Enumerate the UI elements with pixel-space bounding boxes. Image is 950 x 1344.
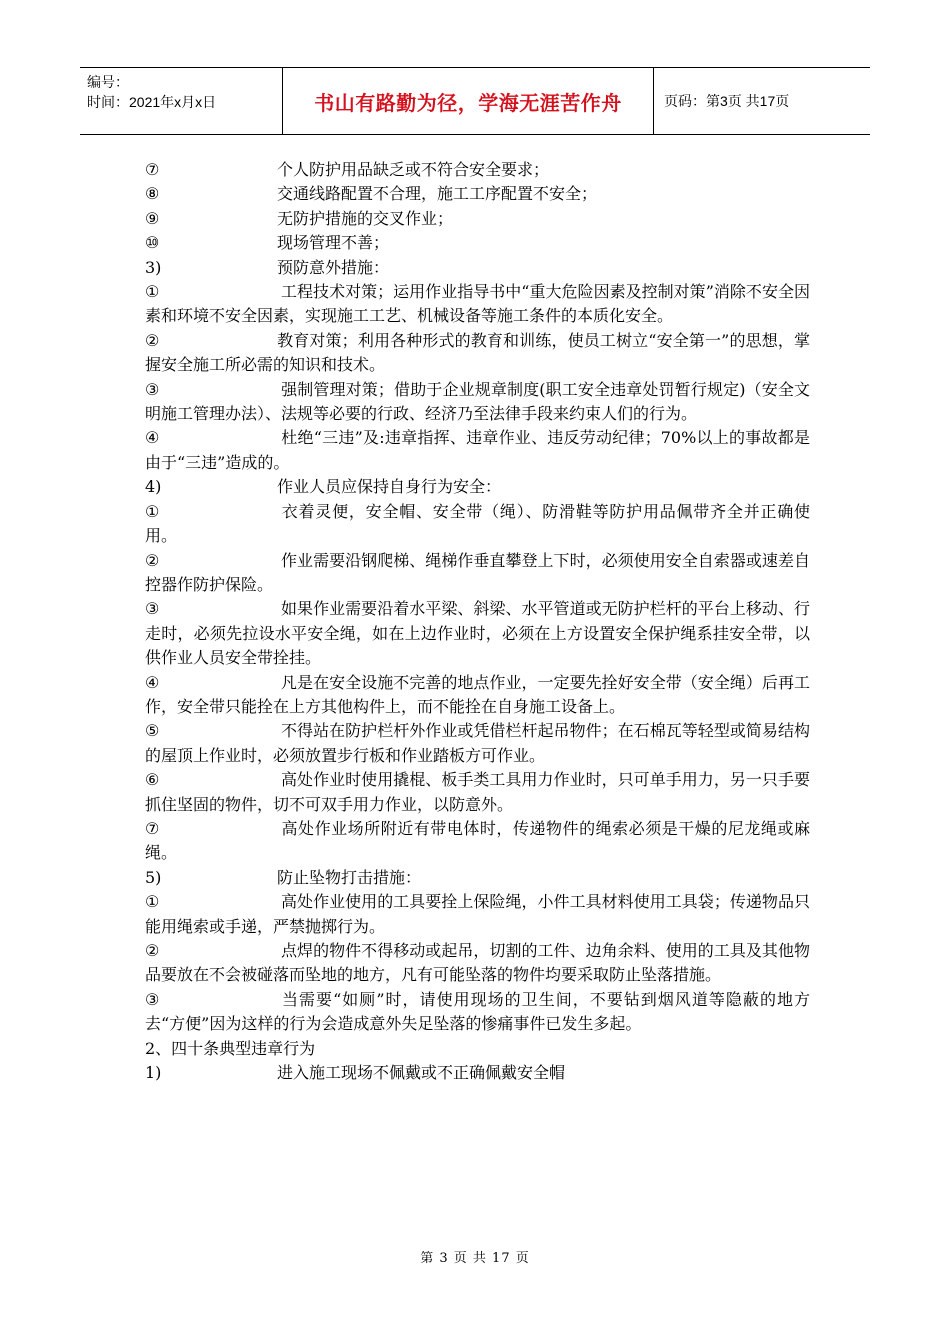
item-marker: ③ bbox=[145, 599, 160, 619]
item-marker: ③ bbox=[145, 379, 160, 399]
item-text: 防止坠物打击措施： bbox=[277, 867, 422, 887]
item-marker: ① bbox=[145, 892, 160, 912]
item-marker: ⑨ bbox=[145, 208, 160, 228]
item-marker: ⑤ bbox=[145, 721, 160, 741]
list-item bbox=[145, 719, 810, 768]
list-item bbox=[145, 158, 810, 182]
section-heading bbox=[145, 866, 810, 890]
item-marker: ① bbox=[145, 501, 160, 521]
document-number-label: 编号： bbox=[87, 74, 129, 90]
list-item bbox=[145, 231, 810, 255]
item-marker: ① bbox=[145, 282, 160, 302]
item-marker: ② bbox=[145, 550, 160, 570]
item-marker: ③ bbox=[145, 989, 160, 1009]
item-marker: ④ bbox=[145, 672, 160, 692]
item-marker: ② bbox=[145, 941, 160, 960]
item-text: 2、四十条典型违章行为 bbox=[145, 1038, 316, 1058]
header-page-info bbox=[654, 68, 870, 134]
item-text: 无防护措施的交叉作业； bbox=[277, 208, 454, 228]
header-motto: 书山有路勤为径，学海无涯苦作舟 bbox=[314, 90, 622, 115]
item-text: 强制管理对策；借助于企业规章制度(职工安全违章处罚暂行规定)（安全文明施工管理办法）、法规等必要的行政、经济乃至法律手段来约束人们的行为。 bbox=[145, 379, 810, 424]
list-item bbox=[145, 988, 810, 1037]
item-text: 个人防护用品缺乏或不符合安全要求； bbox=[277, 160, 550, 179]
item-text: 杜绝“三违”及:违章指挥、违章作业、违反劳动纪律；70%以上的事故都是由于“三违”造成的。 bbox=[145, 428, 810, 472]
item-text: 作业人员应保持自身行为安全： bbox=[277, 477, 502, 497]
item-marker: 3) bbox=[145, 257, 162, 277]
header-meta bbox=[80, 68, 282, 134]
item-text: 凡是在安全设施不完善的地点作业，一定要先拴好安全带（安全绳）后再工作，安全带只能拴在上方其他构件上，而不能拴在自身施工设备上。 bbox=[145, 672, 810, 716]
item-text: 高处作业使用的工具要拴上保险绳，小件工具材料使用工具袋；传递物品只能用绳索或手递，严禁抛掷行为。 bbox=[145, 892, 810, 936]
list-item bbox=[145, 597, 810, 670]
list-item bbox=[145, 500, 810, 549]
item-marker: ⑦ bbox=[145, 160, 160, 179]
document-body bbox=[145, 158, 810, 1085]
list-item bbox=[145, 817, 810, 866]
item-text: 交通线路配置不合理，施工工序配置不安全； bbox=[277, 184, 598, 204]
list-item bbox=[145, 426, 810, 475]
list-item bbox=[145, 549, 810, 598]
section-heading bbox=[145, 475, 810, 499]
page-number-text: 页码：第3页 共17页 bbox=[664, 93, 790, 109]
page-header bbox=[80, 67, 870, 135]
item-text: 衣着灵便，安全帽、安全带（绳）、防滑鞋等防护用品佩带齐全并正确使用。 bbox=[145, 501, 810, 546]
item-marker: ⑧ bbox=[145, 184, 160, 204]
item-marker: ④ bbox=[145, 428, 160, 448]
list-item bbox=[145, 207, 810, 231]
list-item bbox=[145, 280, 810, 329]
section-heading bbox=[145, 1037, 810, 1061]
list-item bbox=[145, 671, 810, 720]
item-text: 点焊的物件不得移动或起吊，切割的工件、边角余料、使用的工具及其他物品要放在不会被碰落而坠地的地方，凡有可能坠落的物件均要采取防止坠落措施。 bbox=[145, 941, 810, 985]
item-marker: 5) bbox=[145, 867, 162, 887]
item-text: 不得站在防护栏杆外作业或凭借栏杆起吊物件；在石棉瓦等轻型或简易结构的屋顶上作业时，必须放置步行板和作业踏板方可作业。 bbox=[145, 721, 810, 765]
item-text: 高处作业时使用撬棍、板手类工具用力作业时，只可单手用力，另一只手要抓住坚固的物件，切不可双手用力作业，以防意外。 bbox=[145, 770, 810, 814]
list-item bbox=[145, 182, 810, 206]
list-item bbox=[145, 939, 810, 988]
item-text: 预防意外措施： bbox=[277, 257, 390, 277]
item-marker: ⑦ bbox=[145, 818, 160, 838]
footer-page-number: 第 3 页 共 17 页 bbox=[420, 1251, 530, 1266]
document-date: 时间：2021年x月x日 bbox=[87, 94, 217, 110]
item-marker: ⑥ bbox=[145, 770, 160, 790]
item-text: 当需要“如厕”时，请使用现场的卫生间，不要钻到烟风道等隐蔽的地方去“方便”因为这样的行为会造成意外失足坠落的惨痛事件已发生多起。 bbox=[145, 989, 810, 1034]
item-text: 教育对策；利用各种形式的教育和训练，使员工树立“安全第一”的思想，掌握安全施工所必需的知识和技术。 bbox=[145, 330, 810, 375]
list-item bbox=[145, 890, 810, 939]
item-text: 作业需要沿钢爬梯、绳梯作垂直攀登上下时，必须使用安全自索器或速差自控器作防护保险。 bbox=[145, 550, 810, 594]
item-text: 现场管理不善； bbox=[277, 233, 390, 253]
item-marker: ⑩ bbox=[145, 233, 160, 253]
item-text: 工程技术对策；运用作业指导书中“重大危险因素及控制对策”消除不安全因素和环境不安全因素，实现施工工艺、机械设备等施工条件的本质化安全。 bbox=[145, 282, 810, 326]
list-item bbox=[145, 329, 810, 378]
page-footer bbox=[0, 1247, 950, 1266]
item-marker: 1) bbox=[145, 1063, 162, 1083]
section-heading bbox=[145, 256, 810, 280]
item-text: 如果作业需要沿着水平梁、斜梁、水平管道或无防护栏杆的平台上移动、行走时，必须先拉设水平安全绳，如在上边作业时，必须在上方设置安全保护绳系挂安全带，以供作业人员安全带拴挂。 bbox=[145, 599, 810, 668]
item-text: 高处作业场所附近有带电体时，传递物件的绳索必须是干燥的尼龙绳或麻绳。 bbox=[145, 818, 810, 863]
item-marker: ② bbox=[145, 330, 160, 350]
list-item bbox=[145, 768, 810, 817]
list-item bbox=[145, 378, 810, 427]
list-item bbox=[145, 1061, 810, 1085]
item-text: 进入施工现场不佩戴或不正确佩戴安全帽 bbox=[277, 1063, 566, 1083]
item-marker: 4) bbox=[145, 477, 162, 497]
header-motto-cell bbox=[282, 68, 654, 134]
